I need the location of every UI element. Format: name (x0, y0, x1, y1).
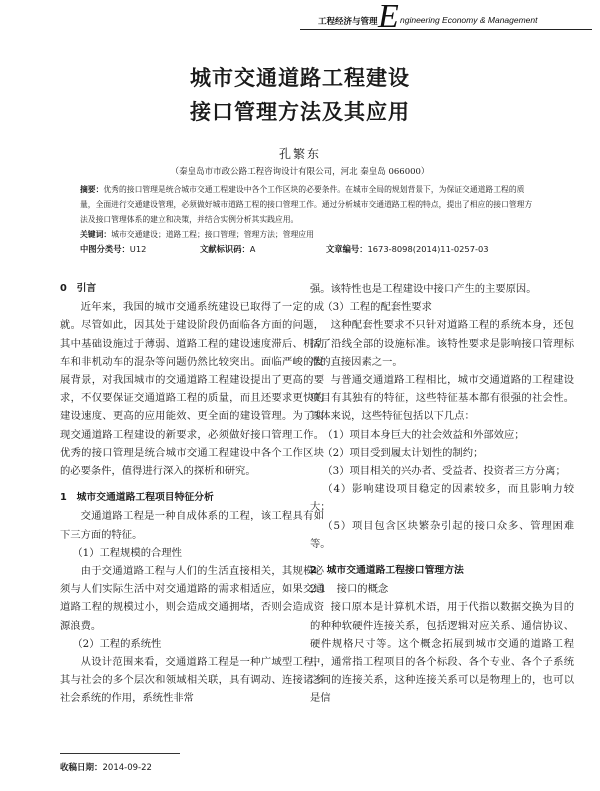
running-header (0, 0, 600, 40)
article-value: 1673-8098(2014)11-0257-03 (367, 244, 489, 254)
clc-number (80, 243, 146, 255)
abstract-label: 摘要： (80, 185, 104, 194)
section-1-paragraph: 交通道路工程是一种自成体系的工程，该工程具有如下三方面的特征。 (60, 510, 324, 541)
left-column (60, 280, 324, 708)
right-column (310, 280, 574, 708)
clc-label: 中图分类号： (80, 244, 130, 254)
list-item: （2）项目受到履太计划性的制约； (322, 446, 484, 459)
subsection-1-3-paragraph: 这种配套性要求不只针对道路工程的系统本身，还包括了沿线全部的设施标准。该特性要求是影响接口管理标准的直接因素之一。 (310, 319, 574, 368)
abstract-block (80, 182, 535, 242)
continued-paragraph: 强。该特性也是工程建设中接口产生的主要原因。 (310, 283, 537, 295)
received-date-value: 2014-09-22 (102, 763, 152, 773)
document-code (200, 243, 255, 255)
section-heading-1: 1 城市交通道路工程项目特征分析 (60, 492, 214, 504)
author: 孔繁东 (278, 147, 321, 161)
affiliation: （秦皇岛市市政公路工程咨询设计有限公司，河北 秦皇岛 066000） (170, 167, 430, 177)
keywords (80, 227, 535, 242)
list-item: （5）项目包含区块繁杂引起的接口众多、管理困难等。 (310, 519, 574, 550)
section-heading-2: 2 城市交通道路工程接口管理方法 (310, 565, 464, 577)
abstract-text: 优秀的接口管理是统合城市交通工程建设中各个工作区块的必要条件。在城市全局的规划背景下，为保证交通道路工程的质量，全面进行交通建设管理，必须做好城市道路工程的接口管理工作。通过分析城市交通道路工程的特点，提出了相应的接口管理方法及接口管理体系的建立和决策，并结合实例分析其实践应用。 (80, 185, 533, 224)
journal-name-cn: 工程经济与管理 (318, 17, 378, 27)
received-date (60, 761, 152, 773)
article-number (326, 243, 489, 255)
list-item: （4）影响建设项目稳定的因素较多，而且影响力较大； (310, 483, 574, 514)
journal-initial-letter: E (378, 0, 399, 35)
keywords-text: 城市交通建设；道路工程；接口管理；管理方法；管理应用 (111, 230, 314, 239)
section-heading-intro: 0 引言 (60, 283, 97, 294)
title-line-1: 城市交通道路工程建设 (190, 66, 410, 90)
keywords-label: 关键词： (80, 230, 112, 239)
footnote-rule (60, 753, 180, 754)
general-features-paragraph: 与普通交通道路工程相比，城市交通道路的工程建设项目有其独有的特征，这些特征基本都有很强的社会性。具体来说，这些特征包括以下几点： (310, 374, 574, 423)
list-item: （3）项目相关的兴办者、受益者、投资者三方分离； (322, 465, 566, 478)
subheading-1-2: （2）工程的系统性 (72, 637, 162, 650)
subheading-1-3: （3）工程的配套性要求 (322, 301, 432, 314)
doc-value: A (249, 244, 256, 254)
title-line-2: 接口管理方法及其应用 (190, 100, 410, 124)
received-date-label: 收稿日期： (60, 763, 103, 773)
intro-paragraph: 近年来，我国的城市交通系统建设已取得了一定的成就。尽管如此，因其处于建设阶段仍面临各方面的问题，其中基础设施过于薄弱、道路工程的建设速度滞后、机动车和非机动车的混杂等问题仍然比较突出。面临严峻的发展背景，对我国城市的交通道路工程建设提出了更高的要求，不仅要保证交通道路工程的质量，而且还要求更快的建设速度、更高的应用能效、更全面的建设管理。为了实现交通道路工程建设的新要求，必须做好接口管理工作。优秀的接口管理是统合城市交通工程建设中各个工作区块的必要条件，值得进行深入的探析和研究。 (60, 301, 324, 478)
subsection-1-2-paragraph: 从设计范围来看，交通道路工程是一种广域型工程，其与社会的多个层次和领域相关联，具有调动、连接诸多社会系统的作用，系统性非常 (60, 656, 324, 705)
subsection-1-1-paragraph: 由于交通道路工程与人们的生活直接相关，其规模必须与人们实际生活中对交通道路的需求相适应，如果交通道路工程的规模过小，则会造成交通拥堵，否则会造成资源浪费。 (60, 565, 324, 632)
subheading-1-1: （1）工程规模的合理性 (72, 546, 182, 559)
subsection-2-1-paragraph: 接口原本是计算机术语，用于代指以数据交换为目的的种种软硬件连接关系，包括逻辑对应关系、通信协议、硬件规格尺寸等。这个概念拓展到城市交通的道路工程中，通常指工程项目的各个标段、各个专业、各个子系统之间的连接关系，这种连接关系可以是物理上的，也可以是信 (310, 601, 574, 705)
journal-name-en: ngineering Economy & Management (400, 15, 538, 25)
doc-label: 文献标识码： (200, 244, 250, 254)
abstract (80, 182, 535, 227)
subheading-2-1: 2.1 接口的概念 (310, 583, 389, 596)
list-item: （1）项目本身巨大的社会效益和外部效应； (322, 428, 525, 441)
article-label: 文章编号： (326, 244, 368, 254)
clc-value: U12 (129, 244, 147, 254)
header-rule (300, 29, 592, 30)
